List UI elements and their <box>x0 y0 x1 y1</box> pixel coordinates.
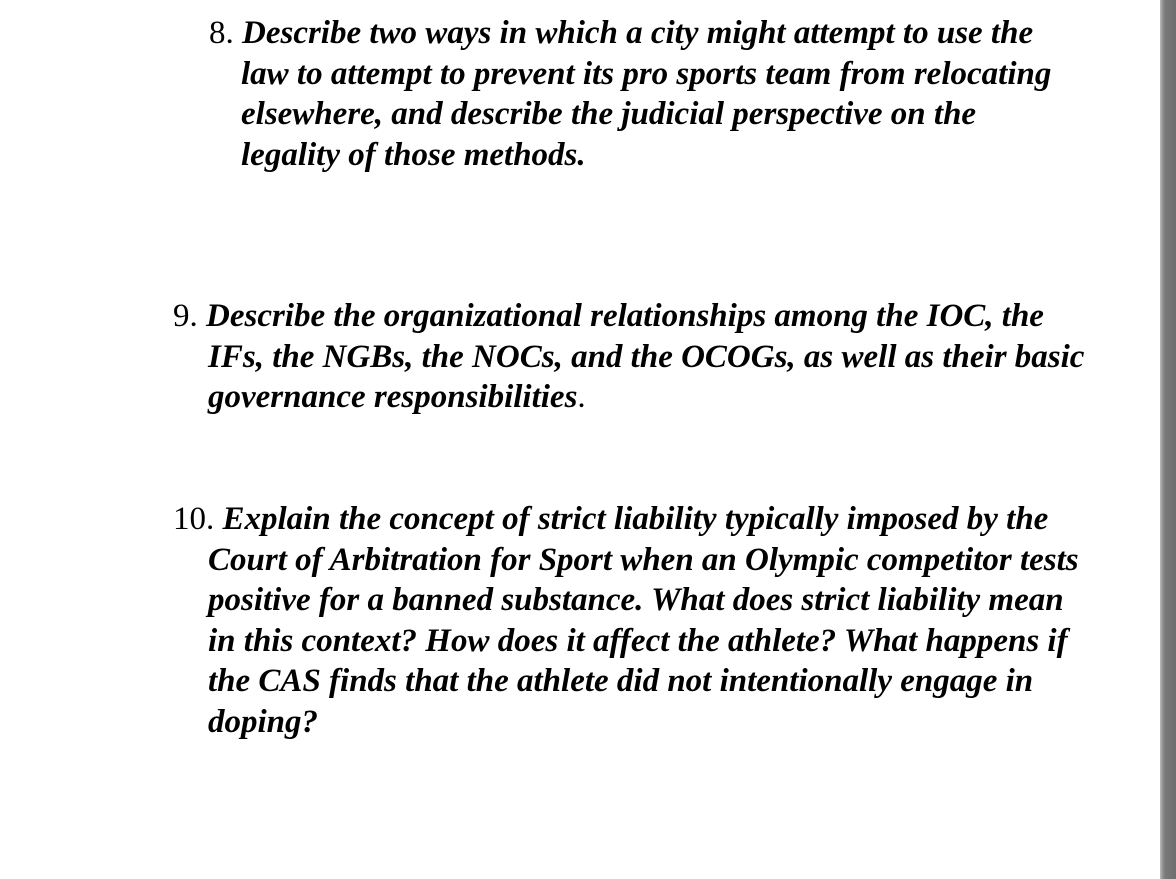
question-number: 9. <box>173 298 198 334</box>
question-text: Describe two ways in which a city might attempt to use the law to attempt to prevent its pro sports team from relocating elsewhere, and describe the judicial perspective on the legality of those methods. <box>241 15 1052 173</box>
question-number: 10. <box>173 501 215 537</box>
window-edge <box>1160 0 1176 879</box>
question-text: Describe the organizational relationships among the IOC, the IFs, the NGBs, the NOCs, and the OCOGs, as well as their basic governance responsibilities <box>206 298 1085 415</box>
question-9 <box>173 296 1088 418</box>
question-text: Explain the concept of strict liability typically imposed by the Court of Arbitration for Sport when an Olympic competitor tests positive for a banned substance. What does strict liability mean in this context? How does it affect the athlete? What happens if the CAS finds that the athlete did not intentionally engage in doping? <box>208 501 1079 740</box>
question-number: 8. <box>209 15 234 51</box>
question-10 <box>173 499 1088 742</box>
question-8 <box>209 13 1071 175</box>
question-trailing: . <box>577 379 586 415</box>
